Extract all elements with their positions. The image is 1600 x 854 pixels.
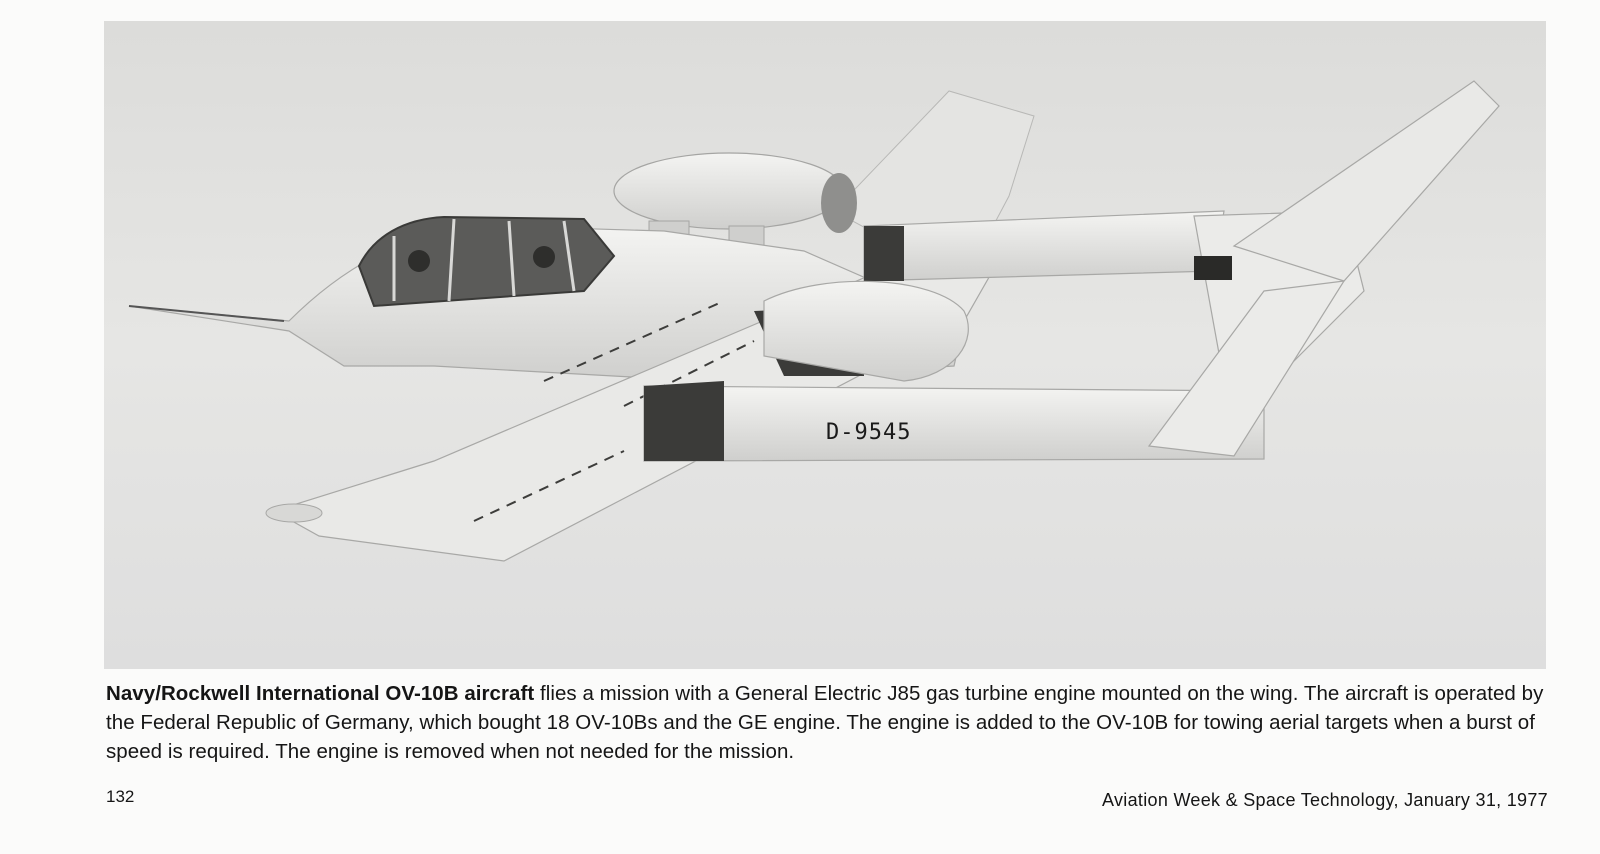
flag-marking [1194,256,1232,280]
photo-caption [106,679,1556,766]
tail-marking: D-9545 [826,420,912,445]
page-number: 132 [106,787,135,806]
caption-body: flies a mission with a General Electric J85 gas turbine engine mounted on the wing. The aircraft is operated by the Federal Republic of Germany, which bought 18 OV-10Bs and the GE engine. The engine is added to the OV-10B for towing aerial targets when a burst of speed is required. The engine is removed when not needed for the mission. [106,682,1544,763]
caption-lead: Navy/Rockwell International OV-10B aircraft [106,682,535,705]
publication-credit: Aviation Week & Space Technology, January 31, 1977 [1102,790,1548,810]
aircraft-photo [104,21,1546,669]
